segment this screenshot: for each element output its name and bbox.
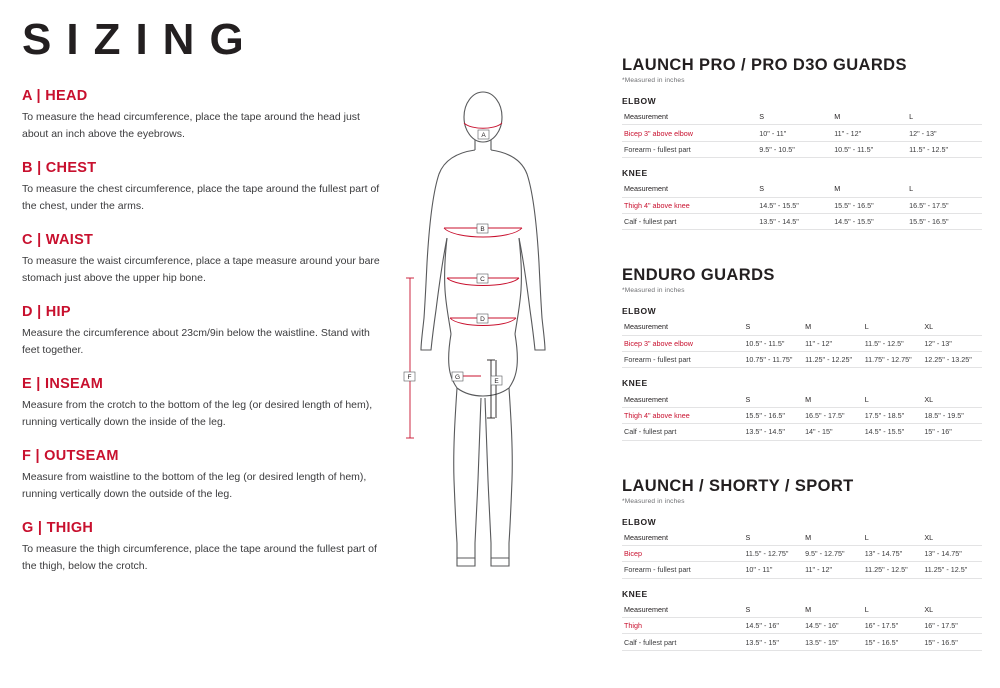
row-label: Forearm - fullest part (624, 565, 691, 575)
section-label-elbow: ELBOW (622, 96, 657, 106)
column-header: Measurement (624, 394, 668, 404)
cell: 11.5" - 12.75" (745, 549, 789, 559)
chart-title: ENDURO GUARDS (622, 266, 775, 285)
table-elbow (622, 319, 982, 368)
cell: 13" - 14.75" (924, 549, 962, 559)
cell: 16.5" - 17.5" (805, 410, 845, 420)
cell: 16" - 17.5" (924, 621, 958, 631)
cell: 14.5" - 16" (805, 621, 839, 631)
cell: 14.5" - 15.5" (759, 200, 799, 210)
column-header: L (864, 394, 869, 404)
figure-label-D: D (480, 315, 485, 323)
chart-subtitle: *Measured in inches (622, 497, 685, 505)
section-label-knee: KNEE (622, 588, 648, 599)
row-label: Calf - fullest part (624, 427, 677, 437)
measurement-heading: G | THIGH (22, 520, 94, 536)
cell: 10.5" - 11.5" (745, 338, 785, 348)
figure-label-F: F (407, 373, 412, 381)
table-elbow (622, 530, 982, 579)
column-header: M (834, 112, 841, 122)
table-header-row (622, 391, 982, 407)
table-row (622, 213, 982, 229)
table-header-row (622, 602, 982, 618)
cell: 13.5" - 15" (745, 637, 779, 647)
cell: 13.5" - 15" (805, 637, 839, 647)
cell: 14.5" - 15.5" (834, 217, 874, 227)
cell: 16" - 17.5" (864, 621, 899, 631)
cell: 12.25" - 13.25" (924, 355, 972, 365)
table-knee (622, 181, 982, 230)
column-header: XL (924, 604, 934, 614)
table-row (622, 562, 982, 578)
column-header: S (745, 604, 751, 614)
row-label: Forearm - fullest part (624, 355, 691, 365)
section-label-knee: KNEE (622, 168, 648, 179)
cell: 11.75" - 12.75" (864, 355, 912, 365)
table-row (622, 141, 982, 157)
cell: 10" - 11" (759, 128, 787, 138)
column-header: S (759, 184, 765, 194)
table-header-row (622, 181, 982, 197)
body-figure-diagram (395, 88, 595, 568)
column-header: L (864, 532, 869, 542)
cell: 12" - 13" (909, 128, 937, 138)
measurement-body: To measure the chest circumference, place the tape around the fullest part of the chest, under the arms. (22, 183, 380, 212)
table-row (622, 618, 982, 634)
cell: 11.5" - 12.5" (909, 144, 949, 154)
measurement-entry-waist (22, 232, 412, 287)
chart-subtitle: *Measured in inches (622, 77, 685, 84)
column-header: S (745, 394, 751, 404)
column-header: M (805, 604, 812, 614)
row-label: Calf - fullest part (624, 637, 677, 647)
size-chart-enduro (622, 266, 982, 440)
column-header: Measurement (624, 322, 668, 332)
figure-label-A: A (481, 131, 486, 139)
row-label: Thigh 4" above knee (624, 410, 690, 420)
column-header: L (909, 112, 914, 122)
measurement-body: To measure the waist circumference, place a tape measure around your bare stomach just above the upper hip bone. (22, 255, 380, 284)
row-label: Forearm - fullest part (624, 144, 691, 154)
cell: 15" - 16" (924, 427, 952, 437)
table-header-row (622, 319, 982, 335)
measurement-heading: E | INSEAM (22, 376, 104, 392)
measurement-heading: C | WAIST (22, 232, 94, 248)
cell: 17.5" - 18.5" (864, 410, 905, 420)
column-header: M (805, 394, 812, 404)
cell: 14" - 15" (805, 427, 833, 437)
measurement-entry-outseam (22, 448, 412, 503)
row-label: Thigh 4" above knee (624, 200, 690, 210)
table-header-row (622, 109, 982, 125)
size-chart-launch-shorty-sport (622, 477, 982, 651)
cell: 10" - 11" (745, 565, 773, 575)
cell: 15.5" - 16.5" (834, 200, 874, 210)
column-header: M (805, 322, 812, 332)
table-row (622, 407, 982, 423)
column-header: S (759, 112, 765, 122)
size-charts-column (622, 56, 982, 687)
cell: 11.25" - 12.5" (864, 565, 908, 575)
table-row (622, 197, 982, 213)
measurement-entry-thigh (22, 520, 412, 575)
column-header: S (745, 322, 751, 332)
column-header: L (864, 604, 869, 614)
section-label-knee: KNEE (622, 378, 648, 389)
measurement-heading: D | HIP (22, 304, 71, 320)
cell: 11" - 12" (834, 128, 862, 138)
body-outline-svg (395, 88, 595, 568)
cell: 15.5" - 16.5" (909, 217, 949, 227)
measurement-body: Measure from waistline to the bottom of the leg (or desired length of hem), running vertically down the outside of the leg. (22, 471, 367, 500)
measurement-heading: B | CHEST (22, 160, 97, 176)
column-header: Measurement (624, 112, 668, 122)
cell: 13.5" - 14.5" (759, 217, 799, 227)
row-label: Bicep (624, 549, 642, 559)
measurement-entry-hip (22, 304, 412, 359)
measurement-entry-inseam (22, 373, 412, 431)
cell: 11" - 12" (805, 338, 833, 348)
column-header: L (909, 184, 914, 194)
cell: 11.5" - 12.5" (864, 338, 904, 348)
cell: 12" - 13" (924, 338, 952, 348)
table-row (622, 352, 982, 368)
section-label-elbow: ELBOW (622, 306, 657, 317)
size-chart-launch-pro (622, 56, 982, 230)
table-row (622, 424, 982, 440)
cell: 11.25" - 12.5" (924, 565, 968, 575)
column-header: S (745, 532, 751, 542)
column-header: Measurement (624, 184, 668, 194)
column-header: XL (924, 322, 934, 332)
table-row (622, 125, 982, 141)
table-row (622, 335, 982, 351)
column-header: L (864, 322, 869, 332)
chart-title: LAUNCH PRO / PRO D3O GUARDS (622, 56, 907, 74)
table-knee (622, 391, 982, 440)
cell: 14.5" - 15.5" (864, 427, 905, 437)
row-label: Bicep 3" above elbow (624, 128, 693, 138)
cell: 13" - 14.75" (864, 549, 903, 559)
cell: 15" - 16.5" (924, 637, 958, 647)
section-label-elbow: ELBOW (622, 516, 657, 527)
measurement-entry-head (22, 88, 412, 143)
cell: 14.5" - 16" (745, 621, 779, 631)
figure-label-E: E (494, 377, 499, 385)
measurement-entry-chest (22, 160, 412, 215)
cell: 13.5" - 14.5" (745, 427, 785, 437)
figure-label-G: G (454, 373, 461, 381)
cell: 10.5" - 11.5" (834, 144, 874, 154)
chart-title: LAUNCH / SHORTY / SPORT (622, 476, 854, 495)
chart-subtitle: *Measured in inches (622, 287, 685, 295)
column-header: M (805, 532, 812, 542)
measurement-heading: F | OUTSEAM (22, 448, 119, 464)
table-row (622, 634, 982, 650)
table-header-row (622, 530, 982, 546)
cell: 15.5" - 16.5" (745, 410, 785, 420)
table-row (622, 545, 982, 561)
table-elbow (622, 109, 982, 158)
measurement-guide-column (22, 15, 412, 592)
cell: 9.5" - 10.5" (759, 144, 795, 154)
row-label: Calf - fullest part (624, 217, 677, 227)
column-header: XL (924, 532, 934, 542)
column-header: Measurement (624, 604, 668, 614)
page-title: SIZING (22, 15, 259, 64)
row-label: Thigh (624, 621, 642, 631)
cell: 15" - 16.5" (864, 637, 899, 647)
cell: 9.5" - 12.75" (805, 549, 845, 559)
column-header: XL (924, 394, 934, 404)
column-header: M (834, 184, 841, 194)
cell: 10.75" - 11.75" (745, 355, 793, 365)
cell: 11" - 12" (805, 565, 833, 575)
cell: 11.25" - 12.25" (805, 355, 852, 365)
measurement-body: To measure the thigh circumference, place the tape around the fullest part of the thigh, below the crotch. (22, 543, 377, 572)
measurement-body: To measure the head circumference, place the tape around the head just about an inch above the eyebrows. (22, 111, 360, 140)
measurement-heading: A | HEAD (22, 88, 88, 104)
cell: 16.5" - 17.5" (909, 200, 949, 210)
figure-label-B: B (480, 225, 485, 233)
figure-label-C: C (480, 275, 485, 283)
table-knee (622, 602, 982, 651)
row-label: Bicep 3" above elbow (624, 338, 693, 348)
cell: 18.5" - 19.5" (924, 410, 964, 420)
column-header: Measurement (624, 532, 668, 542)
measurement-body: Measure the circumference about 23cm/9in below the waistline. Stand with feet together. (22, 327, 370, 356)
measurement-body: Measure from the crotch to the bottom of the leg (or desired length of hem), running vertically down the inside of the leg. (22, 399, 373, 428)
